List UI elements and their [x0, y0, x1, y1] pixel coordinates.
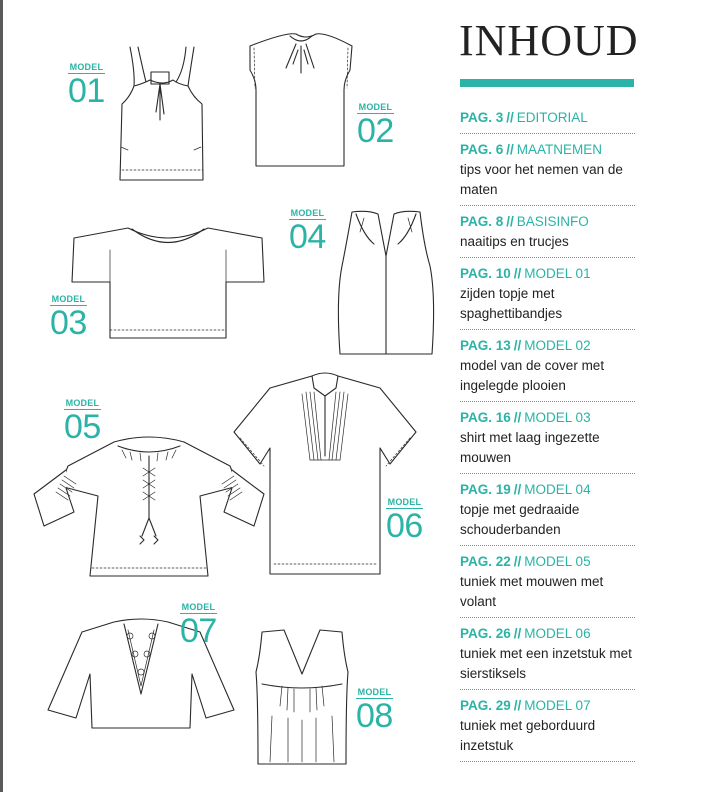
- toc-separator: //: [513, 554, 522, 569]
- toc-description: tuniek met mouwen met volant: [460, 574, 604, 609]
- model-02-sketch: [246, 28, 356, 168]
- model-word: MODEL: [357, 687, 392, 697]
- toc-page: PAG. 19: [460, 482, 511, 497]
- model-06-sketch: [230, 368, 420, 588]
- model-label: [64, 398, 101, 444]
- toc-entry: [460, 212, 635, 258]
- page-title: INHOUD: [459, 16, 639, 65]
- toc-description: zijden topje met spaghettibandjes: [460, 286, 563, 321]
- toc-page: PAG. 10: [460, 266, 511, 281]
- toc-description: tuniek met geborduurd inzetstuk: [460, 718, 596, 753]
- pintuck-tunic-sketch-icon: [230, 368, 420, 588]
- toc-entry: [460, 552, 635, 618]
- toc-page: PAG. 8: [460, 214, 504, 229]
- toc-entry: [460, 336, 635, 402]
- toc-entry: [460, 696, 635, 762]
- model-label: [50, 294, 87, 340]
- model-word: MODEL: [387, 497, 422, 507]
- toc-section: MODEL 02: [524, 338, 591, 353]
- sleeveless-pleated-top-sketch-icon: [246, 28, 356, 168]
- model-word: MODEL: [290, 208, 325, 218]
- model-word: MODEL: [65, 398, 100, 408]
- toc-list: [460, 108, 635, 768]
- toc-page: PAG. 16: [460, 410, 511, 425]
- toc-separator: //: [513, 626, 522, 641]
- toc-section: MAATNEMEN: [516, 142, 603, 157]
- model-word: MODEL: [69, 62, 104, 72]
- toc-separator: //: [506, 214, 514, 229]
- toc-entry: [460, 264, 635, 330]
- camisole-sketch-icon: [108, 42, 213, 187]
- model-number: 07: [180, 612, 217, 650]
- toc-section: EDITORIAL: [516, 110, 588, 125]
- toc-description: model van de cover met ingelegde plooien: [460, 358, 605, 393]
- toc-entry: [460, 624, 635, 690]
- model-number: 04: [289, 218, 326, 256]
- toc-page: PAG. 29: [460, 698, 511, 713]
- toc-page: PAG. 13: [460, 338, 511, 353]
- gathered-vneck-top-sketch-icon: [252, 626, 352, 766]
- toc-separator: //: [513, 410, 522, 425]
- toc-separator: //: [513, 266, 522, 281]
- toc-description: tips voor het nemen van de maten: [460, 162, 623, 197]
- toc-entry: [460, 480, 635, 546]
- model-number: 02: [357, 112, 394, 150]
- title-underline-bar: [460, 79, 634, 87]
- toc-section: MODEL 01: [524, 266, 591, 281]
- toc-section: MODEL 05: [524, 554, 591, 569]
- model-label: [386, 497, 423, 543]
- model-03-sketch: [68, 220, 268, 345]
- toc-section: MODEL 04: [524, 482, 591, 497]
- model-label: [68, 62, 105, 108]
- toc-separator: //: [513, 482, 522, 497]
- model-word: MODEL: [181, 602, 216, 612]
- model-04-sketch: [334, 206, 438, 356]
- model-number: 03: [50, 304, 87, 342]
- toc-entry: [460, 408, 635, 474]
- toc-separator: //: [506, 142, 514, 157]
- toc-section: MODEL 03: [524, 410, 591, 425]
- model-label: [289, 208, 326, 254]
- model-number: 05: [64, 408, 101, 446]
- model-number: 06: [386, 507, 423, 545]
- toc-description: topje met gedraaide schouderbanden: [460, 502, 580, 537]
- model-08-sketch: [252, 626, 352, 766]
- model-number: 08: [356, 697, 393, 735]
- toc-description: tuniek met een inzetstuk met sierstiksels: [460, 646, 632, 681]
- page-edge: [0, 0, 3, 792]
- toc-separator: //: [506, 110, 514, 125]
- model-number: 01: [68, 72, 105, 110]
- twisted-strap-top-sketch-icon: [334, 206, 438, 356]
- toc-entry: [460, 108, 635, 134]
- toc-description: naaitips en trucjes: [460, 234, 569, 249]
- toc-section: BASISINFO: [516, 214, 589, 229]
- toc-separator: //: [513, 698, 522, 713]
- model-01-sketch: [108, 42, 213, 187]
- toc-page: PAG. 26: [460, 626, 511, 641]
- toc-page: PAG. 6: [460, 142, 504, 157]
- model-label: [180, 602, 217, 648]
- model-word: MODEL: [51, 294, 86, 304]
- model-label: [357, 102, 394, 148]
- toc-section: MODEL 06: [524, 626, 591, 641]
- toc-description: shirt met laag ingezette mouwen: [460, 430, 600, 465]
- toc-section: MODEL 07: [524, 698, 591, 713]
- dropped-shoulder-shirt-sketch-icon: [68, 220, 268, 345]
- model-label: [356, 687, 393, 733]
- model-word: MODEL: [358, 102, 393, 112]
- toc-page: PAG. 3: [460, 110, 504, 125]
- toc-entry: [460, 140, 635, 206]
- toc-separator: //: [513, 338, 522, 353]
- toc-page: PAG. 22: [460, 554, 511, 569]
